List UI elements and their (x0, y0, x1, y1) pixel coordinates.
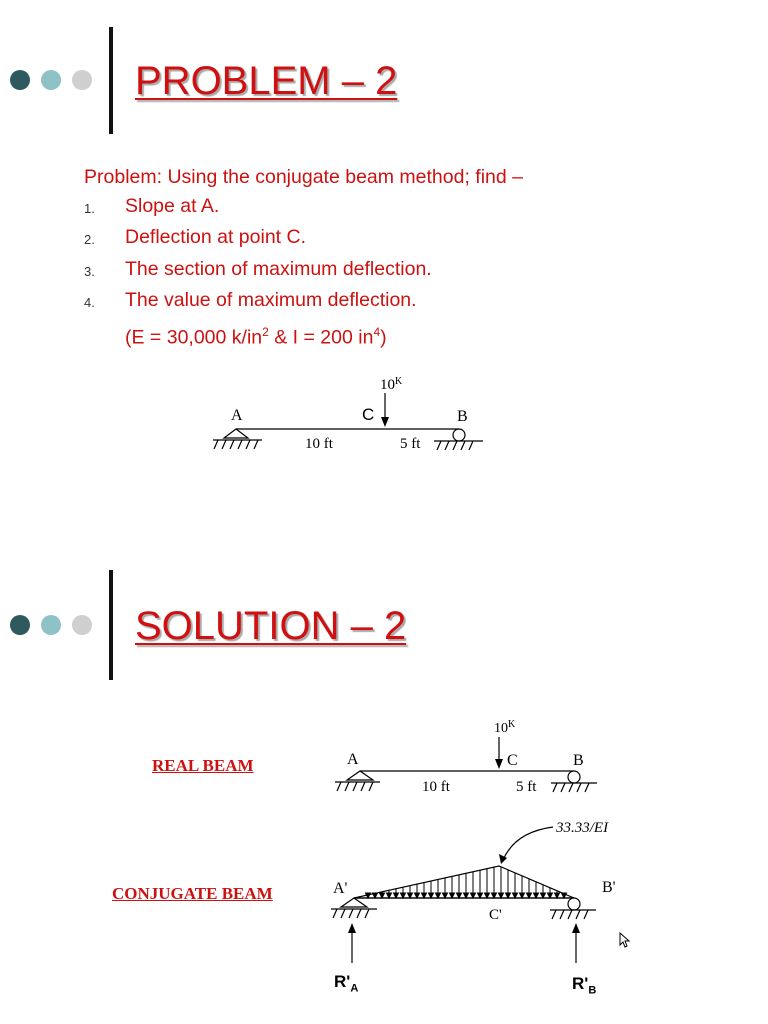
dot-mid (41, 615, 61, 635)
peak-leader-arrow (503, 827, 553, 860)
load-hatch-arrowhead (387, 893, 392, 898)
load-hatch-arrowhead (555, 893, 560, 898)
real-beam-diagram (0, 710, 768, 805)
list-item: 4. The value of maximum deflection. (84, 289, 417, 311)
title-divider (109, 27, 113, 134)
label-a: A (231, 407, 243, 424)
label-b: B (573, 752, 584, 769)
mouse-cursor-icon (619, 932, 631, 948)
title-divider (109, 570, 113, 680)
label-c: C (362, 405, 375, 424)
load-hatch-arrowhead (492, 893, 497, 898)
pin-support-a (347, 771, 373, 780)
dot-dark (10, 70, 30, 90)
label-a: A (347, 751, 359, 768)
label-b: B (457, 408, 468, 425)
load-hatch-arrowhead (506, 893, 511, 898)
problem-beam-diagram (0, 360, 768, 470)
load-hatch-arrowhead (401, 893, 406, 898)
peak-label: 33.33/EI (556, 820, 609, 836)
pin-support-a (224, 429, 248, 438)
load-hatch-arrowhead (457, 893, 462, 898)
span-ac: 10 ft (305, 436, 333, 452)
load-hatch-arrowhead (527, 893, 532, 898)
load-hatch-arrowhead (541, 893, 546, 898)
page-title: PROBLEM – 2 (135, 59, 398, 103)
reaction-label-a: $R'_A$ (334, 972, 359, 995)
dot-dark (10, 615, 30, 635)
span-ac: 10 ft (422, 779, 450, 795)
roller-support-b (568, 898, 580, 910)
load-hatch-arrowhead (534, 893, 539, 898)
span-cb: 5 ft (400, 436, 421, 452)
load-hatch-arrowhead (520, 893, 525, 898)
roller-support-b (568, 771, 580, 783)
load-hatch-arrowhead (380, 893, 385, 898)
list-item: 3. The section of maximum deflection. (84, 257, 432, 280)
load-hatch-arrowhead (450, 893, 455, 898)
load-hatch-arrowhead (373, 893, 378, 898)
load-hatch-arrowhead (394, 893, 399, 898)
load-hatch-arrowhead (436, 893, 441, 898)
load-hatch-arrowhead (464, 893, 469, 898)
problem-statement (84, 163, 523, 352)
roller-support-b (453, 429, 465, 441)
load-label: $10^K$ (380, 376, 403, 393)
given-values: (E = 30,000 $k/in^2$ & I = 200 $in^4$) (125, 324, 387, 348)
load-hatch-arrowhead (471, 893, 476, 898)
decorative-dots (10, 614, 92, 636)
solution-title: SOLUTION – 2 (135, 604, 407, 648)
dot-light (72, 615, 92, 635)
problem-list (84, 192, 523, 318)
label-b-prime: B' (602, 879, 616, 896)
load-hatch-arrowhead (366, 893, 371, 898)
label-c: C (507, 752, 518, 769)
label-a-prime: A' (333, 880, 348, 897)
load-hatch-arrowhead (548, 893, 553, 898)
dot-light (72, 70, 92, 90)
load-hatch-arrowhead (499, 893, 504, 898)
load-hatch-arrowhead (478, 893, 483, 898)
span-cb: 5 ft (516, 779, 537, 795)
load-hatch-arrowhead (443, 893, 448, 898)
real-beam-label: REAL BEAM (152, 756, 254, 775)
load-hatch-arrowhead (513, 893, 518, 898)
conjugate-beam-diagram (0, 810, 768, 1010)
list-item: 2. Deflection at point C. (84, 226, 307, 248)
problem-lead: Problem: Using the conjugate beam method; find – (84, 166, 524, 188)
reaction-label-b: $R'_B$ (572, 974, 597, 997)
load-hatch-arrowhead (422, 893, 427, 898)
load-hatch-arrowhead (415, 893, 420, 898)
list-item: 1. Slope at A. (84, 194, 220, 217)
pin-support-a (341, 898, 367, 907)
distributed-load-arrows (366, 867, 567, 898)
load-hatch-arrowhead (408, 893, 413, 898)
load-hatch-arrowhead (485, 893, 490, 898)
load-hatch-arrowhead (429, 893, 434, 898)
conjugate-beam-label: CONJUGATE BEAM (112, 884, 273, 903)
decorative-dots (10, 69, 92, 91)
load-hatch-arrowhead (562, 893, 567, 898)
load-label: $10^K$ (494, 719, 516, 736)
label-c-prime: C' (489, 907, 502, 923)
dot-mid (41, 70, 61, 90)
